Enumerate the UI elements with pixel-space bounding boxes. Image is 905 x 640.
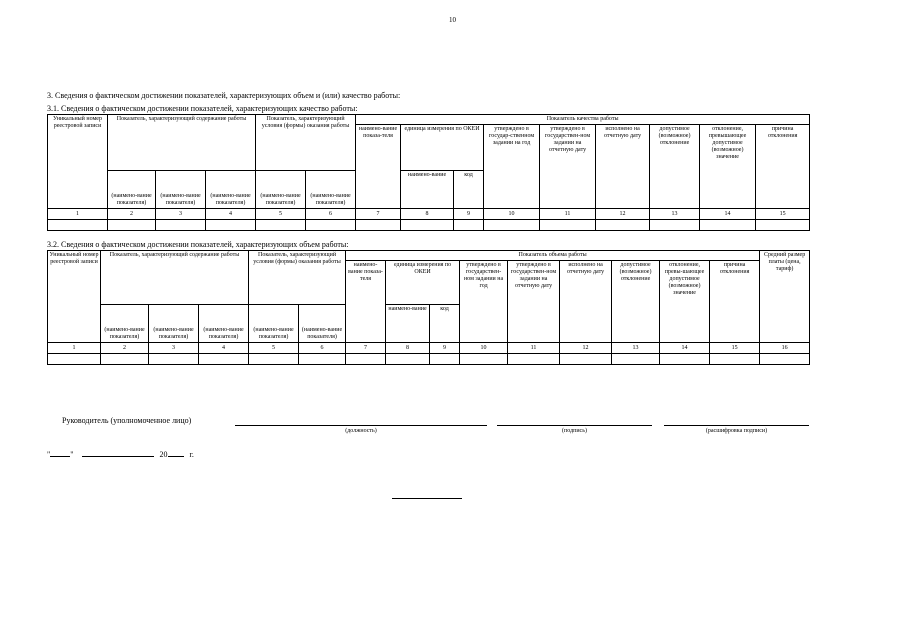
column-number: 11	[540, 209, 596, 220]
decoding-line	[664, 425, 809, 426]
column-number: 7	[356, 209, 401, 220]
column-number: 13	[612, 343, 660, 354]
column-number: 3	[149, 343, 199, 354]
volume-header-row-1	[48, 251, 810, 261]
approved-date-header: утверждено в государствен-ном задании на отчетную дату	[540, 125, 596, 209]
column-number: 15	[710, 343, 760, 354]
sub-indicator-name: (наимено-вание показателя)	[108, 171, 156, 209]
approved-year-header: утверждено в государствен-ном задании на год	[460, 261, 508, 343]
day-blank	[50, 456, 70, 457]
deviation-reason-header: причина отклонения	[756, 125, 810, 209]
column-number: 8	[401, 209, 454, 220]
signature-caption: (подпись)	[562, 428, 587, 434]
column-number: 10	[484, 209, 540, 220]
section-3-1-title: 3.1. Сведения о фактическом достижении показателей, характеризующих качество работы:	[47, 104, 358, 113]
column-number: 2	[101, 343, 149, 354]
column-number: 4	[199, 343, 249, 354]
date-line	[47, 450, 194, 459]
sub-indicator-name: (наимено-вание показателя)	[206, 171, 256, 209]
position-caption: (должность)	[345, 428, 377, 434]
executed-header: исполнено на отчетную дату	[560, 261, 612, 343]
volume-column-numbers	[48, 343, 810, 354]
column-number: 4	[206, 209, 256, 220]
volume-empty-row	[48, 354, 810, 365]
content-indicator-header: Показатель, характеризующий содержание работы	[108, 115, 256, 171]
year-blank	[168, 456, 184, 457]
unit-code-header: код	[454, 171, 484, 209]
column-number: 3	[156, 209, 206, 220]
unit-header: единица измерения по ОКЕИ	[386, 261, 460, 305]
allowed-deviation-header: допустимое (возможное) отклонение	[650, 125, 700, 209]
column-number: 8	[386, 343, 430, 354]
approved-date-header: утверждено в государствен-ном задании на отчетную дату	[508, 261, 560, 343]
volume-indicator-header: Показатель объема работы	[346, 251, 760, 261]
column-number: 5	[249, 343, 299, 354]
page-number: 10	[449, 16, 456, 24]
column-number: 9	[430, 343, 460, 354]
unit-code-header: код	[430, 305, 460, 343]
unit-header: единица измерения по ОКЕИ	[401, 125, 484, 171]
column-number: 11	[508, 343, 560, 354]
column-number: 2	[108, 209, 156, 220]
approved-year-header: утверждено в государ-ственном задании на год	[484, 125, 540, 209]
column-number: 7	[346, 343, 386, 354]
manager-label: Руководитель (уполномоченное лицо)	[62, 416, 192, 425]
content-indicator-header: Показатель, характеризующий содержание работы	[101, 251, 249, 305]
column-number: 14	[660, 343, 710, 354]
sub-indicator-name: (наимено-вание показателя)	[299, 305, 346, 343]
exceeding-deviation-header: отклонение, превышающее допустимое (возможное) значение	[700, 125, 756, 209]
column-number: 6	[299, 343, 346, 354]
conditions-indicator-header: Показатель, характеризующий условия (формы) оказания работы	[249, 251, 346, 305]
year-prefix: 20	[159, 450, 168, 459]
unique-number-header: Уникальный номер реестровой записи	[48, 115, 108, 209]
column-number: 1	[48, 343, 101, 354]
sub-indicator-name: (наимено-вание показателя)	[156, 171, 206, 209]
quality-table	[47, 114, 810, 231]
sub-indicator-name: (наимено-вание показателя)	[199, 305, 249, 343]
sub-indicator-name: (наимено-вание показателя)	[249, 305, 299, 343]
deviation-reason-header: причина отклонения	[710, 261, 760, 343]
month-blank	[82, 456, 154, 457]
column-number: 12	[596, 209, 650, 220]
conditions-indicator-header: Показатель, характеризующий условия (формы) оказания работы	[256, 115, 356, 171]
unit-name-header: наимено-вание	[386, 305, 430, 343]
exceeding-deviation-header: отклонение, превы-шающее допустимое (возможное) значение	[660, 261, 710, 343]
column-number: 1	[48, 209, 108, 220]
volume-table	[47, 250, 810, 365]
column-number: 13	[650, 209, 700, 220]
decoding-caption: (расшифровка подписи)	[705, 428, 768, 434]
average-price-header: Средний размер платы (цена, тариф)	[760, 251, 810, 343]
quality-header-row-1	[48, 115, 810, 125]
column-number: 5	[256, 209, 306, 220]
unit-name-header: наимено-вание	[401, 171, 454, 209]
signature-line	[497, 425, 652, 426]
section-3-2-title: 3.2. Сведения о фактическом достижении показателей, характеризующих объем работы:	[47, 240, 349, 249]
column-number: 16	[760, 343, 810, 354]
year-suffix: г.	[189, 450, 194, 459]
date-quote-close: "	[70, 450, 74, 459]
column-number: 9	[454, 209, 484, 220]
footer-separator-line	[392, 498, 462, 499]
quality-column-numbers	[48, 209, 810, 220]
indicator-name-header: наимено-вание показа-теля	[346, 261, 386, 343]
sub-indicator-name: (наимено-вание показателя)	[256, 171, 306, 209]
date-quote-open: "	[47, 450, 51, 459]
column-number: 12	[560, 343, 612, 354]
section-3-title: 3. Сведения о фактическом достижении показателей, характеризующих объем и (или) качество работы:	[47, 91, 401, 100]
column-number: 15	[756, 209, 810, 220]
quality-indicator-header: Показатель качества работы	[356, 115, 810, 125]
unique-number-header: Уникальный номер реестровой записи	[48, 251, 101, 343]
allowed-deviation-header: допустимое (возможное) отклонение	[612, 261, 660, 343]
quality-empty-row	[48, 220, 810, 231]
sub-indicator-name: (наимено-вание показателя)	[149, 305, 199, 343]
position-line	[235, 425, 487, 426]
sub-indicator-name: (наимено-вание показателя)	[101, 305, 149, 343]
column-number: 10	[460, 343, 508, 354]
sub-indicator-name: (наимено-вание показателя)	[306, 171, 356, 209]
column-number: 6	[306, 209, 356, 220]
executed-header: исполнено на отчетную дату	[596, 125, 650, 209]
column-number: 14	[700, 209, 756, 220]
indicator-name-header: наимено-вание показа-теля	[356, 125, 401, 209]
